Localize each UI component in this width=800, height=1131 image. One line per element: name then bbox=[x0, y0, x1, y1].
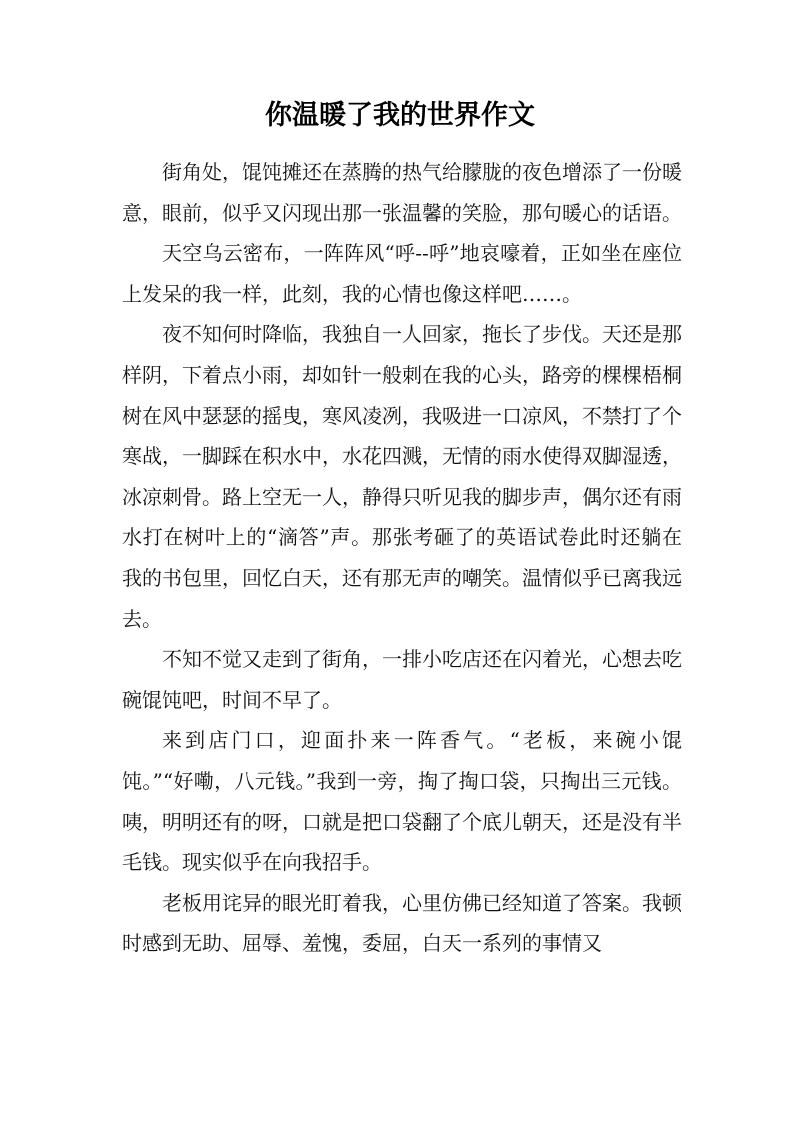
paragraph: 来到店门口，迎面扑来一阵香气。“老板，来碗小馄饨。”“好嘞，八元钱。”我到一旁，掏了掏口袋，只掏出三元钱。咦，明明还有的呀，口就是把口袋翻了个底儿朝天，还是没有半毛钱。现实似乎在向我招手。 bbox=[122, 728, 682, 875]
paragraph: 夜不知何时降临，我独自一人回家，拖长了步伐。天还是那样阴，下着点小雨，却如针一般刺在我的心头，路旁的棵棵梧桐树在风中瑟瑟的摇曳，寒风凌冽，我吸进一口凉风，不禁打了个寒战，一脚踩在积水中，水花四溅，无情的雨水使得双脚湿透，冰凉刺骨。路上空无一人，静得只听见我的脚步声，偶尔还有雨水打在树叶上的“滴答”声。那张考砸了的英语试卷此时还躺在我的书包里，回忆白天，还有那无声的嘲笑。温情似乎已离我远去。 bbox=[122, 322, 682, 631]
document-title: 你温暖了我的世界作文 bbox=[265, 100, 535, 131]
paragraph: 不知不觉又走到了街角，一排小吃店还在闪着光，心想去吃碗馄饨吧，时间不早了。 bbox=[122, 647, 682, 712]
paragraph: 老板用诧异的眼光盯着我，心里仿佛已经知道了答案。我顿时感到无助、屈辱、羞愧，委屈，白天一系列的事情又 bbox=[122, 890, 682, 956]
paragraph: 街角处，馄饨摊还在蒸腾的热气给朦胧的夜色增添了一份暖意，眼前，似乎又闪现出那一张温馨的笑脸，那句暖心的话语。 bbox=[122, 160, 682, 225]
document-body bbox=[122, 152, 682, 964]
paragraph: 天空乌云密布，一阵阵风“呼--呼”地哀嚎着，正如坐在座位上发呆的我一样，此刻，我的心情也像这样吧……。 bbox=[122, 241, 682, 306]
